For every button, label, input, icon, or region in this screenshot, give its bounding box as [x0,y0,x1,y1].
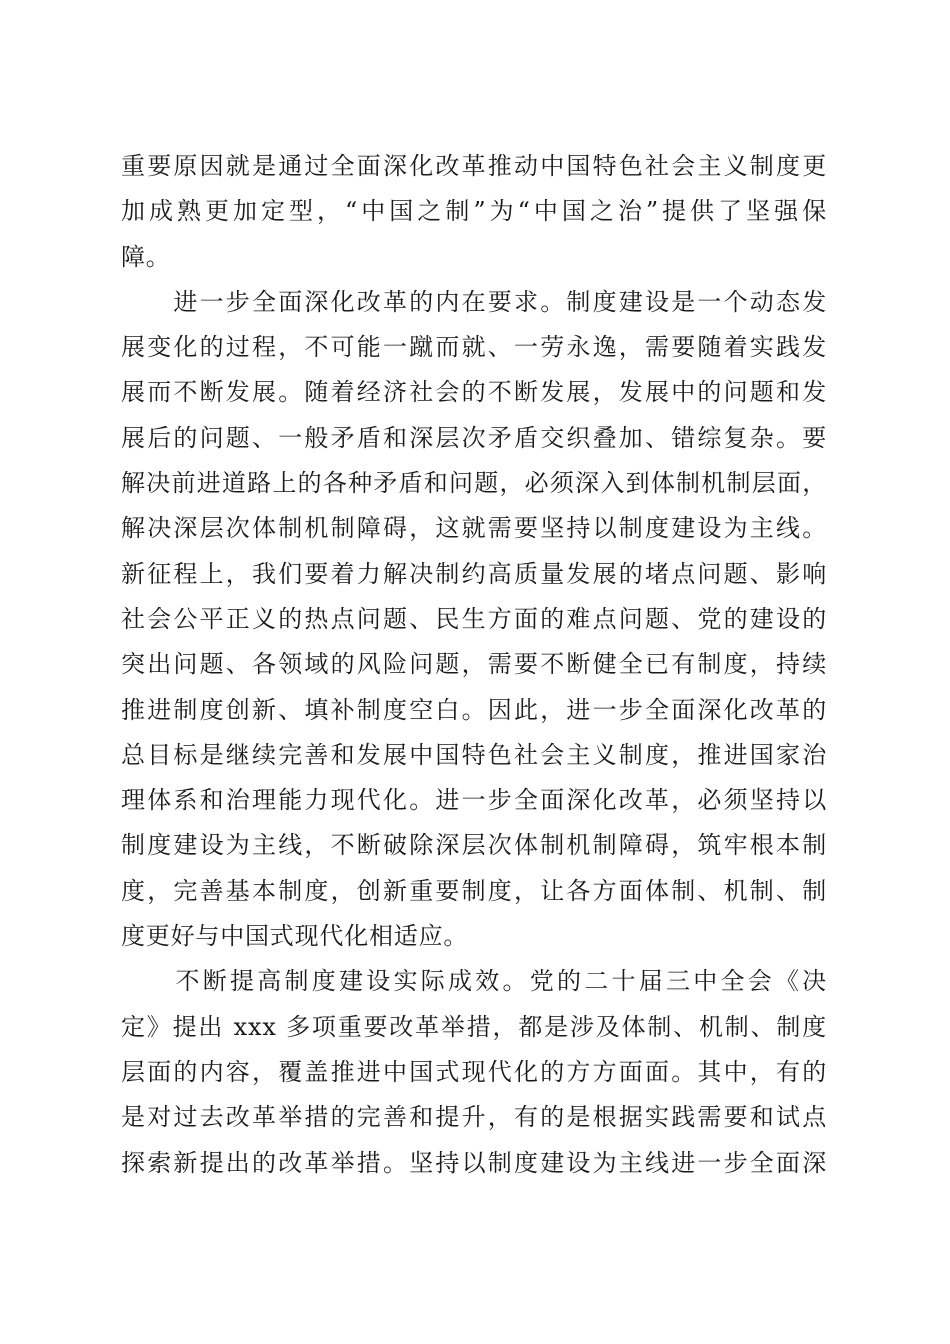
text-line: 突出问题、各领域的风险问题，需要不断健全已有制度，持续 [121,650,827,679]
text-line: 解决深层次体制机制障碍，这就需要坚持以制度建设为主线。 [121,514,827,543]
text-line: 总目标是继续完善和发展中国特色社会主义制度，推进国家治 [121,740,827,769]
text-line: 是对过去改革举措的完善和提升，有的是根据实践需要和试点 [121,1103,827,1132]
text-line: 度，完善基本制度，创新重要制度，让各方面体制、机制、制 [121,876,827,905]
text-line: 理体系和治理能力现代化。进一步全面深化改革，必须坚持以 [121,786,827,815]
text-line: 社会公平正义的热点问题、民生方面的难点问题、党的建设的 [121,604,827,633]
text-line: 展后的问题、一般矛盾和深层次矛盾交织叠加、错综复杂。要 [121,423,827,452]
text-line: 推进制度创新、填补制度空白。因此，进一步全面深化改革的 [121,695,827,724]
document-body [121,144,827,1186]
text-line: 重要原因就是通过全面深化改革推动中国特色社会主义制度更 [121,152,827,180]
paragraph [121,959,827,1185]
text-line: 制度建设为主线，不断破除深层次体制机制障碍，筑牢根本制 [121,831,827,860]
text-line: 展而不断发展。随着经济社会的不断发展，发展中的问题和发 [121,378,827,407]
text-line: 度更好与中国式现代化相适应。 [121,922,469,951]
text-line: 加成熟更加定型，“中国之制”为“中国之治”提供了坚强保 [121,197,827,226]
text-line: 不断提高制度建设实际成效。党的二十届三中全会《决 [121,967,827,996]
text-line: 进一步全面深化改革的内在要求。制度建设是一个动态发 [121,287,827,316]
paragraph [121,280,827,959]
text-line: 层面的内容，覆盖推进中国式现代化的方方面面。其中，有的 [121,1057,827,1086]
text-line: 探索新提出的改革举措。坚持以制度建设为主线进一步全面深 [121,1148,827,1177]
paragraph [121,144,827,280]
text-line: 定》提出 xxx 多项重要改革举措，都是涉及体制、机制、制度 [121,1012,827,1041]
text-line: 展变化的过程，不可能一蹴而就、一劳永逸，需要随着实践发 [121,333,827,362]
text-line: 障。 [121,242,171,271]
text-line: 新征程上，我们要着力解决制约高质量发展的堵点问题、影响 [121,559,827,588]
text-line: 解决前进道路上的各种矛盾和问题，必须深入到体制机制层面， [121,469,827,498]
